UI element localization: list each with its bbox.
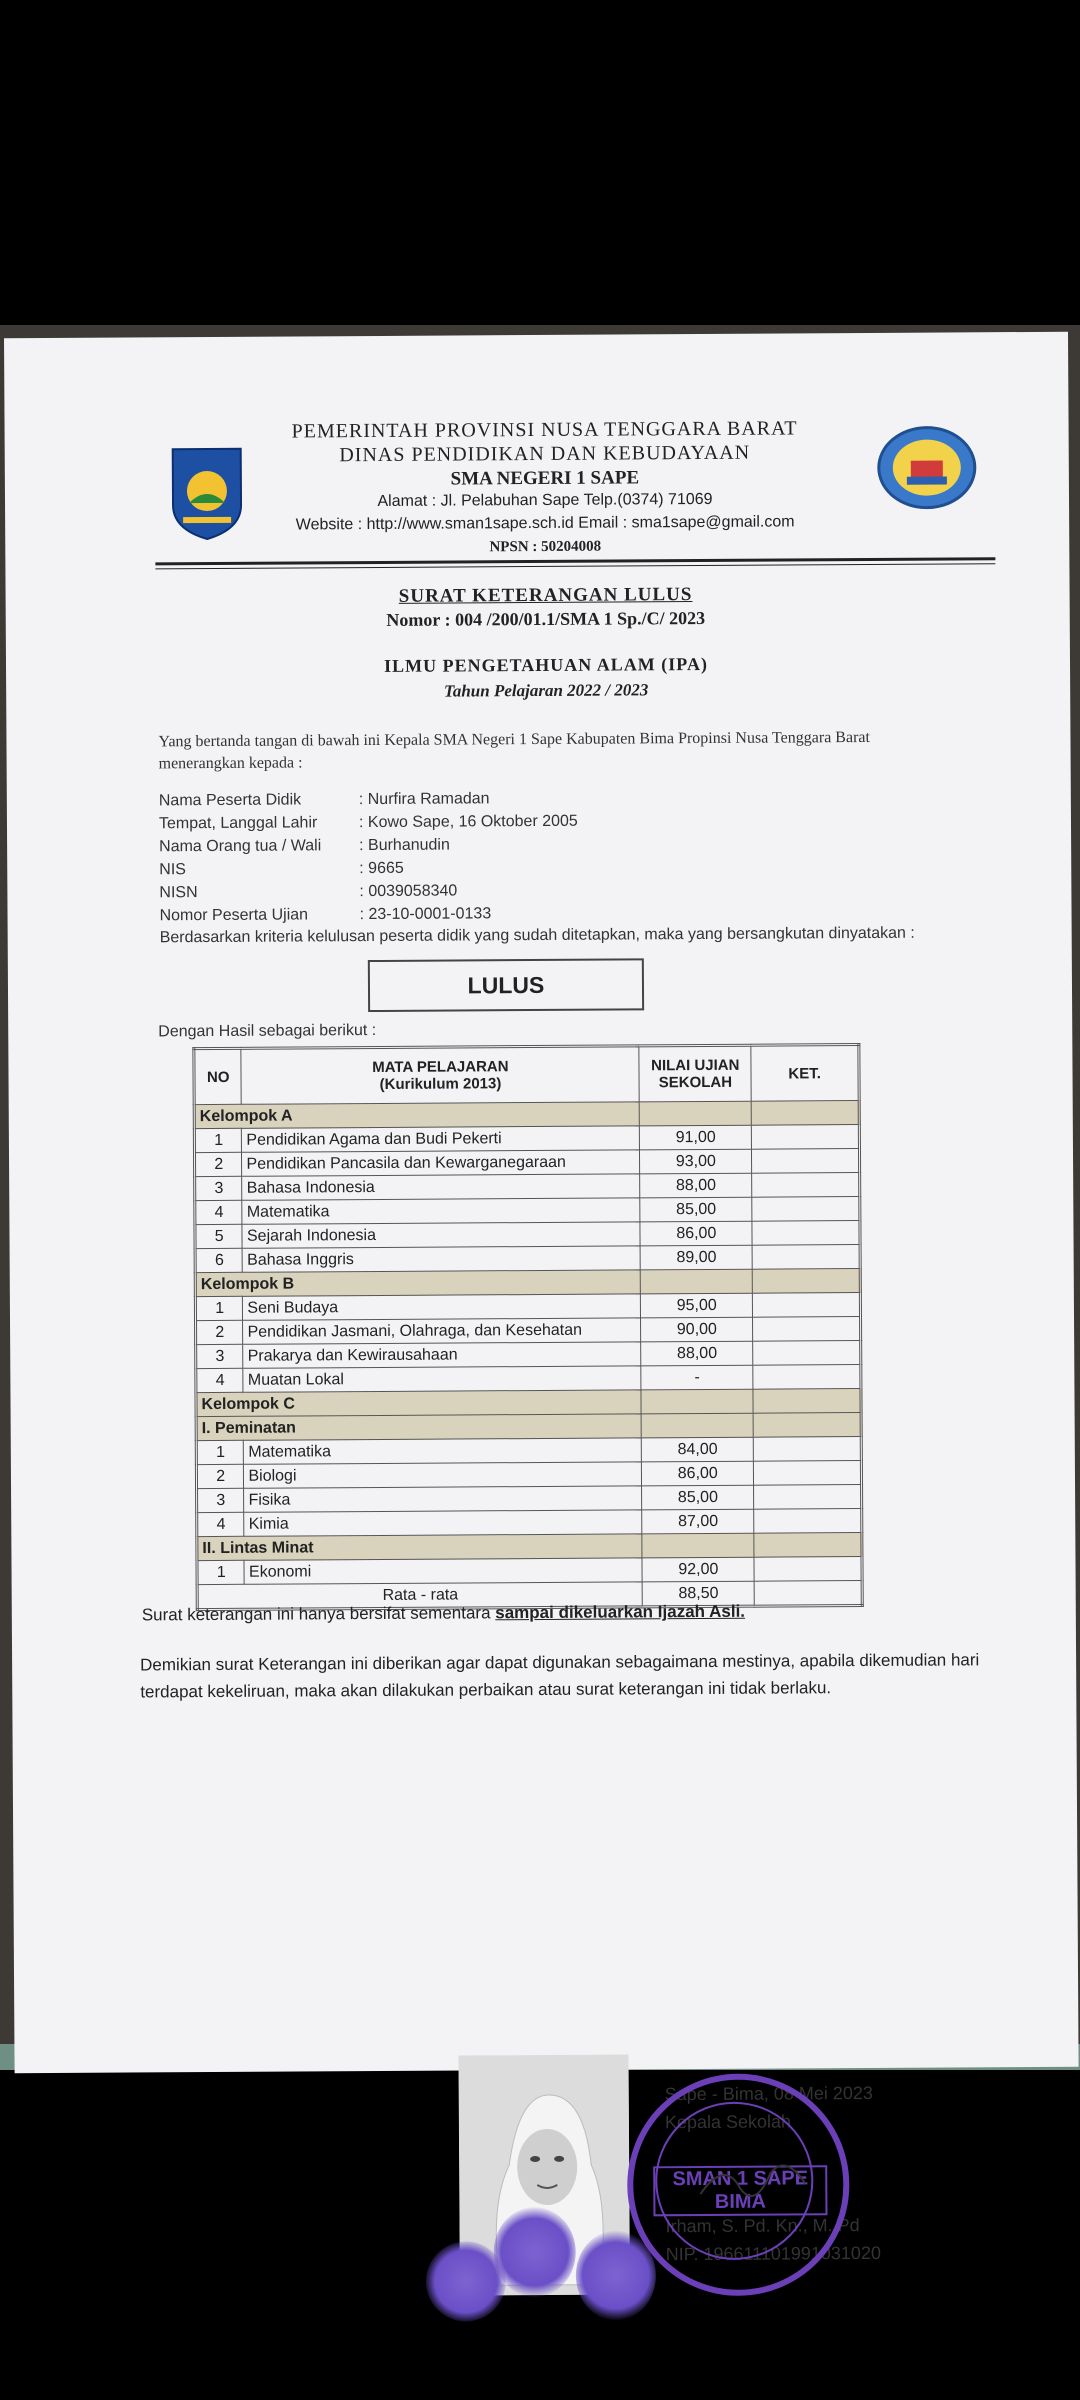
row-subject: Kimia xyxy=(244,1510,642,1536)
row-score: 85,00 xyxy=(640,1197,752,1222)
row-subject: Pendidikan Jasmani, Olahraga, dan Kesehatan xyxy=(243,1318,641,1344)
row-score: 92,00 xyxy=(642,1557,754,1582)
row-no: 4 xyxy=(196,1368,244,1392)
row-score: 85,00 xyxy=(642,1485,754,1510)
header-line-2: DINAS PENDIDIKAN DAN KEBUDAYAAN xyxy=(339,441,751,467)
note-text xyxy=(142,1602,745,1626)
row-score: 86,00 xyxy=(642,1461,754,1486)
school-contact: Website : http://www.sman1sape.sch.id Email : sma1sape@gmail.com xyxy=(295,513,795,534)
col-no-header: NO xyxy=(194,1048,242,1104)
row-score: 91,00 xyxy=(640,1125,752,1150)
student-label: Nama Peserta Didik xyxy=(158,791,302,810)
closing-line-1: Demikian surat Keterangan ini diberikan agar dapat digunakan sebagaimana mestinya, apabila dikemudian hari xyxy=(140,1650,980,1675)
row-score: 87,00 xyxy=(642,1509,754,1534)
row-subject: Biologi xyxy=(244,1462,642,1488)
student-value: : Burhanudin xyxy=(359,836,450,855)
document-title: SURAT KETERANGAN LULUS xyxy=(398,584,693,607)
student-value: : 0039058340 xyxy=(359,882,458,901)
row-score: - xyxy=(641,1365,753,1390)
row-subject: Seni Budaya xyxy=(243,1294,641,1320)
row-subject: Pendidikan Pancasila dan Kewarganegaraan xyxy=(242,1150,640,1176)
row-score: 95,00 xyxy=(641,1293,753,1318)
stamp-text: SMAN 1 SAPE BIMA xyxy=(653,2165,827,2216)
col-ket-header: KET. xyxy=(751,1045,859,1102)
row-score: 86,00 xyxy=(640,1221,752,1246)
row-no: 1 xyxy=(195,1296,243,1320)
col-score-header xyxy=(639,1045,751,1102)
group-label: Kelompok B xyxy=(195,1270,640,1297)
grades-table xyxy=(192,1043,863,1611)
intro-line-1: Yang bertanda tangan di bawah ini Kepala SMA Negeri 1 Sape Kabupaten Bima Propinsi Nusa Tenggara Barat xyxy=(158,728,870,751)
row-subject: Muatan Lokal xyxy=(243,1366,641,1392)
signature-role: Kepala Sekolah xyxy=(664,2111,792,2133)
student-label: NISN xyxy=(159,884,198,902)
student-value: : Kowo Sape, 16 Oktober 2005 xyxy=(358,812,578,832)
row-score: 88,00 xyxy=(640,1173,752,1198)
row-no: 5 xyxy=(195,1224,243,1248)
signatory-nip: NIP. 196611101991031020 xyxy=(665,2242,882,2265)
row-subject: Pendidikan Agama dan Budi Pekerti xyxy=(242,1126,640,1152)
school-name: SMA NEGERI 1 SAPE xyxy=(450,467,640,490)
row-subject: Ekonomi xyxy=(244,1558,642,1584)
col-score-subtitle: SEKOLAH xyxy=(658,1073,733,1092)
col-subject-subtitle: (Kurikulum 2013) xyxy=(379,1075,502,1093)
row-no: 2 xyxy=(194,1152,242,1176)
student-value: : Nurfira Ramadan xyxy=(358,790,490,809)
school-address: Alamat : Jl. Pelabuhan Sape Telp.(0374) 71069 xyxy=(377,490,713,510)
program-title: ILMU PENGETAHUAN ALAM (IPA) xyxy=(384,653,708,676)
header-line-1: PEMERINTAH PROVINSI NUSA TENGGARA BARAT xyxy=(291,417,798,443)
group-label: II. Lintas Minat xyxy=(197,1534,642,1561)
signatory-name: Irham, S. Pd. Kn., M. Pd xyxy=(665,2215,860,2237)
group-label: Kelompok A xyxy=(194,1102,639,1129)
average-value: 88,50 xyxy=(642,1581,754,1607)
student-label: Nomor Peserta Ujian xyxy=(159,906,309,925)
col-subject-title: MATA PELAJARAN xyxy=(372,1058,509,1077)
table-header-row xyxy=(194,1045,859,1105)
row-no: 1 xyxy=(197,1560,245,1584)
signature-place-date: Sape - Bima, 08 Mei 2023 xyxy=(664,2082,873,2105)
row-subject: Bahasa Inggris xyxy=(243,1246,641,1272)
group-label: Kelompok C xyxy=(196,1390,641,1417)
document-number: Nomor : 004 /200/01.1/SMA 1 Sp./C/ 2023 xyxy=(386,607,706,630)
document-page xyxy=(4,332,1079,2265)
row-subject: Matematika xyxy=(242,1198,640,1224)
signature-mark xyxy=(695,2153,815,2219)
student-value: : 23-10-0001-0133 xyxy=(359,905,492,924)
student-label: Nama Orang tua / Wali xyxy=(159,837,322,856)
row-no: 4 xyxy=(197,1512,245,1536)
results-intro: Dengan Hasil sebagai berikut : xyxy=(158,1021,377,1041)
row-subject: Prakarya dan Kewirausahaan xyxy=(243,1342,641,1368)
row-no: 6 xyxy=(195,1248,243,1272)
fingerprint-stamp xyxy=(493,2207,576,2297)
student-value: : 9665 xyxy=(359,859,404,878)
intro-line-2: menerangkan kepada : xyxy=(158,754,303,773)
row-score: 89,00 xyxy=(640,1245,752,1270)
row-subject: Matematika xyxy=(244,1438,642,1464)
row-no: 1 xyxy=(194,1128,242,1152)
row-score: 88,00 xyxy=(641,1341,753,1366)
note-emphasis: sampai dikeluarkan Ijazah Asli. xyxy=(495,1601,746,1623)
row-score: 84,00 xyxy=(642,1437,754,1462)
row-score: 90,00 xyxy=(641,1317,753,1342)
row-no: 3 xyxy=(195,1176,243,1200)
row-no: 1 xyxy=(196,1440,244,1464)
result-box: LULUS xyxy=(368,958,644,1012)
student-label: Tempat, Langgal Lahir xyxy=(158,814,318,833)
col-subject-header xyxy=(241,1046,639,1104)
row-no: 2 xyxy=(196,1464,244,1488)
row-no: 4 xyxy=(195,1200,243,1224)
average-label: Rata - rata xyxy=(197,1582,642,1610)
student-label: NIS xyxy=(159,861,186,879)
academic-year: Tahun Pelajaran 2022 / 2023 xyxy=(443,680,649,701)
row-subject: Sejarah Indonesia xyxy=(242,1222,640,1248)
criteria-text: Berdasarkan kriteria kelulusan peserta didik yang sudah ditetapkan, maka yang bersangkutan dinyatakan : xyxy=(159,924,915,947)
closing-line-2: terdapat kekeliruan, maka akan dilakukan perbaikan atau surat keterangan ini tidak berlaku. xyxy=(140,1678,832,1702)
row-subject: Bahasa Indonesia xyxy=(242,1174,640,1200)
school-npsn: NPSN : 50204008 xyxy=(489,538,602,556)
row-score: 93,00 xyxy=(640,1149,752,1174)
row-no: 3 xyxy=(196,1344,244,1368)
row-subject: Fisika xyxy=(244,1486,642,1512)
row-no: 3 xyxy=(197,1488,245,1512)
group-label: I. Peminatan xyxy=(196,1414,641,1441)
note-prefix: Surat keterangan ini hanya bersifat sementara xyxy=(141,1603,496,1625)
row-no: 2 xyxy=(196,1320,244,1344)
col-score-title: NILAI UJIAN xyxy=(651,1056,740,1075)
